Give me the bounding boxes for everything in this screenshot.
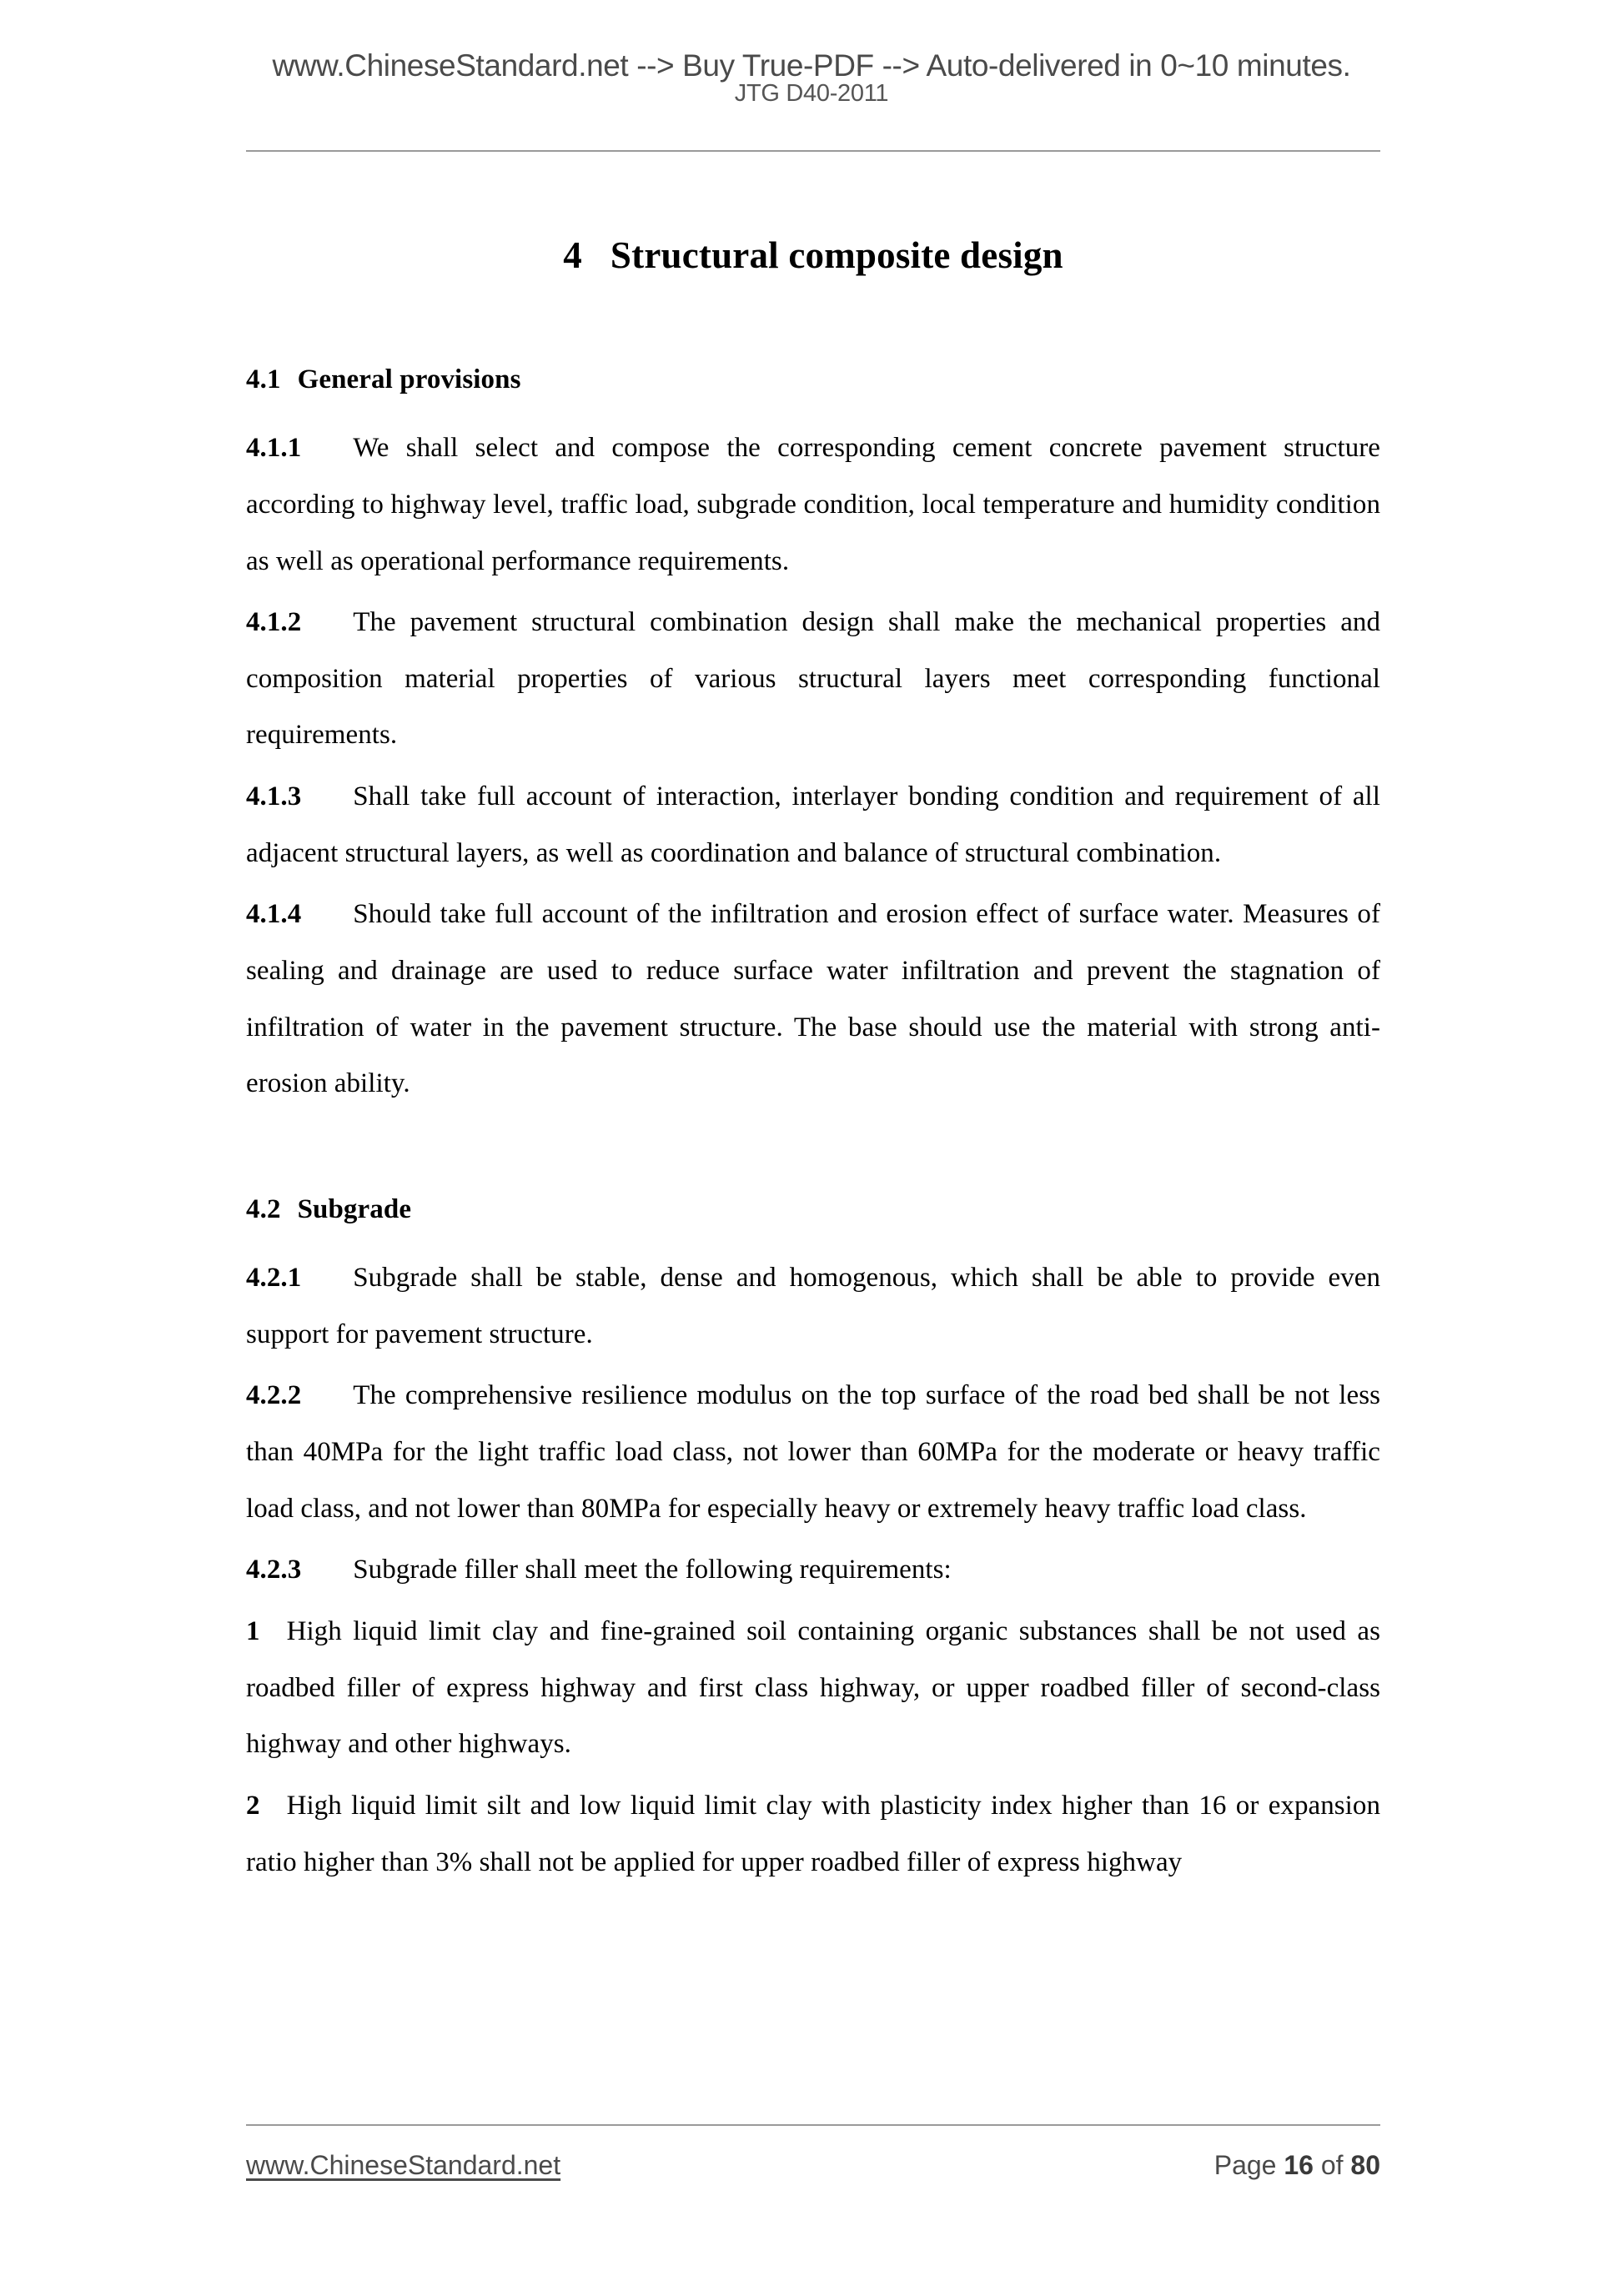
clause-number: 4.2.2 bbox=[246, 1380, 302, 1411]
section-heading-4-2 bbox=[246, 1193, 1380, 1227]
section-number: 4.1 bbox=[246, 364, 281, 394]
list-item-1 bbox=[246, 1604, 1380, 1773]
list-item-text: High liquid limit clay and fine-grained soil containing organic substances shall be not used as roadbed filler of express highway and first class highway, or upper roadbed filler of second-class highway and other highways. bbox=[246, 1616, 1380, 1760]
footer-divider bbox=[246, 2124, 1380, 2126]
clause-text: The pavement structural combination design shall make the mechanical properties and composition material properties of various structural layers meet corresponding functional requirements. bbox=[246, 607, 1380, 751]
page-of-label: of bbox=[1320, 2150, 1344, 2180]
clause-4-1-2 bbox=[246, 595, 1380, 764]
page-current-number: 16 bbox=[1284, 2150, 1314, 2180]
clause-4-2-2 bbox=[246, 1368, 1380, 1537]
list-item-number: 2 bbox=[246, 1790, 260, 1821]
clause-4-1-4 bbox=[246, 887, 1380, 1113]
clause-4-1-3 bbox=[246, 769, 1380, 882]
clause-number: 4.1.1 bbox=[246, 433, 302, 464]
footer-site-link[interactable]: www.ChineseStandard.net bbox=[246, 2150, 561, 2180]
section-title: General provisions bbox=[297, 364, 521, 394]
promo-banner: www.ChineseStandard.net --> Buy True-PDF --> Auto-delivered in 0~10 minutes. bbox=[272, 48, 1351, 83]
header-divider bbox=[246, 150, 1380, 152]
spacer bbox=[246, 397, 1380, 420]
clause-number: 4.1.3 bbox=[246, 781, 302, 812]
page-number-indicator bbox=[1214, 2150, 1380, 2181]
clause-4-2-1 bbox=[246, 1250, 1380, 1363]
spacer bbox=[246, 1113, 1380, 1193]
clause-number: 4.1.4 bbox=[246, 899, 302, 930]
clause-text: The comprehensive resilience modulus on the top surface of the road bed shall be not less than 40MPa for the light traffic load class, not lower than 60MPa for the moderate or heavy traffic load class, and not lower than 80MPa for especially heavy or extremely heavy traffic load class. bbox=[246, 1380, 1380, 1524]
clause-text: Should take full account of the infiltration and erosion effect of surface water. Measures of sealing and drainage are used to reduce surface water infiltration and prevent the stagnation of infiltration of water in the pavement structure. The base should use the material with strong anti-erosion ability. bbox=[246, 899, 1380, 1099]
clause-text: We shall select and compose the corresponding cement concrete pavement structure according to highway level, traffic load, subgrade condition, local temperature and humidity condition as well as operational performance requirements. bbox=[246, 433, 1380, 576]
list-item-text: High liquid limit silt and low liquid limit clay with plasticity index higher than 16 or expansion ratio higher than 3% shall not be applied for upper roadbed filler of express highway bbox=[246, 1790, 1380, 1877]
chapter-number: 4 bbox=[563, 234, 582, 276]
section-number: 4.2 bbox=[246, 1193, 281, 1224]
list-item-2 bbox=[246, 1778, 1380, 1891]
clause-text: Subgrade filler shall meet the following requirements: bbox=[353, 1555, 952, 1585]
chapter-title-text: Structural composite design bbox=[610, 234, 1063, 276]
spacer bbox=[246, 278, 1380, 363]
list-item-number: 1 bbox=[246, 1616, 260, 1647]
clause-number: 4.2.1 bbox=[246, 1263, 302, 1294]
page-title bbox=[246, 196, 1380, 278]
document-body bbox=[246, 196, 1380, 1891]
document-code: JTG D40-2011 bbox=[734, 80, 889, 107]
clause-text: Shall take full account of interaction, interlayer bonding condition and requirement of all adjacent structural layers, as well as coordination and balance of structural combination. bbox=[246, 781, 1380, 868]
spacer bbox=[246, 1227, 1380, 1250]
section-title: Subgrade bbox=[297, 1193, 412, 1224]
page-footer bbox=[246, 2150, 1380, 2181]
clause-number: 4.1.2 bbox=[246, 607, 302, 638]
clause-4-2-3 bbox=[246, 1542, 1380, 1599]
clause-number: 4.2.3 bbox=[246, 1555, 302, 1585]
page-prefix-label: Page bbox=[1213, 2150, 1277, 2180]
section-heading-4-1 bbox=[246, 363, 1380, 397]
page-total-number: 80 bbox=[1350, 2150, 1380, 2180]
clause-text: Subgrade shall be stable, dense and homogenous, which shall be able to provide even support for pavement structure. bbox=[246, 1263, 1380, 1349]
clause-4-1-1 bbox=[246, 420, 1380, 590]
